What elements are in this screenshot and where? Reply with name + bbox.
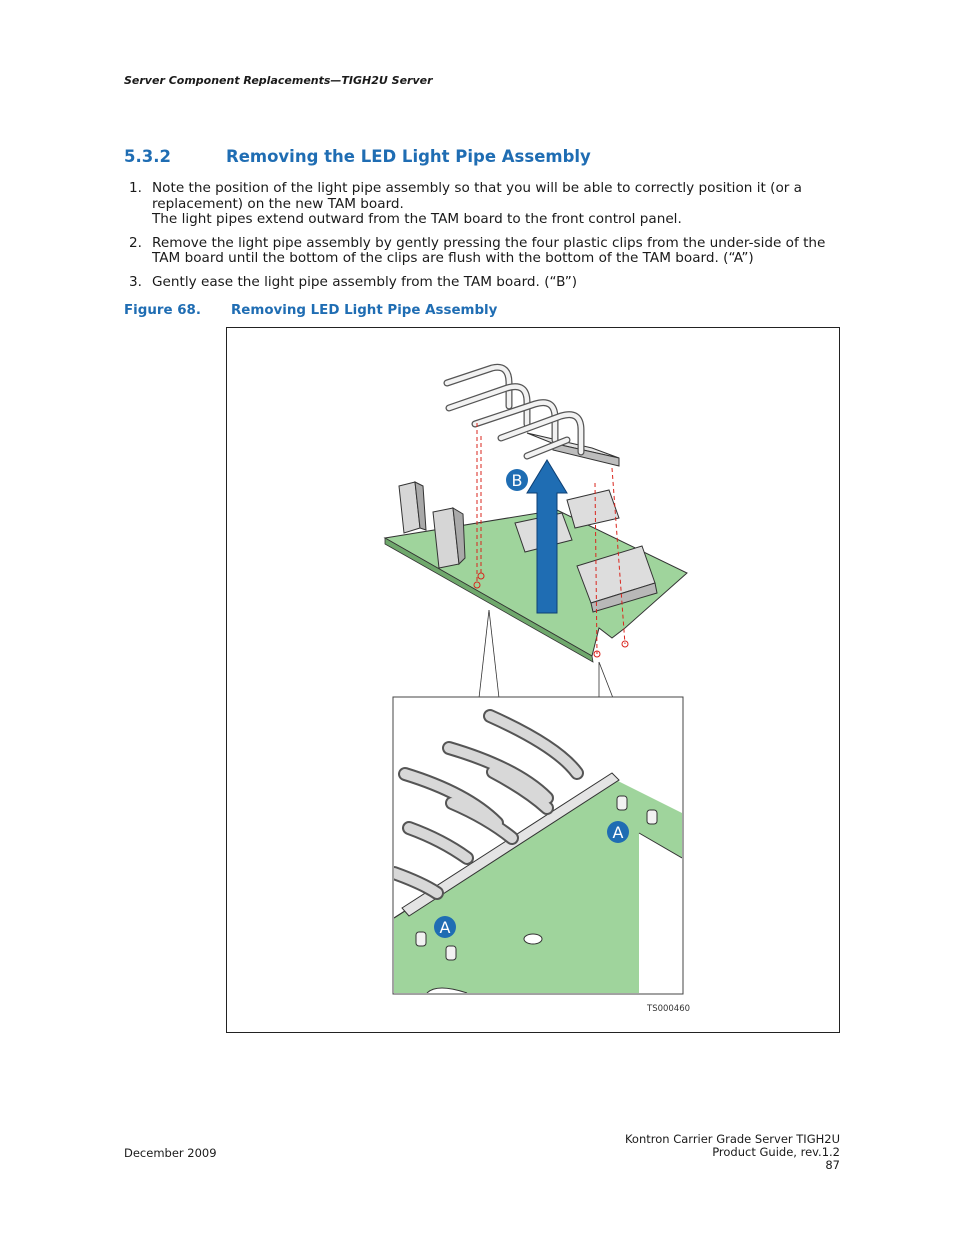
detail-inset [393,697,683,994]
figure-code: TS000460 [647,1004,691,1014]
page-number: 87 [825,1158,840,1172]
running-header: Server Component Replacements—TIGH2U Server [124,74,433,87]
step-text: Gently ease the light pipe assembly from the TAM board. (“B”) [152,273,578,290]
callout-b: B [511,471,523,490]
step-item [129,181,834,228]
step-number: 3. [129,273,142,290]
section-number: 5.3.2 [124,147,171,166]
figure-label: Figure 68. [124,303,201,318]
step-text: Remove the light pipe assembly by gently pressing the four plastic clips from the under-side of the TAM board until the bottom of the clips are flush with the bottom of the TAM board. (“A”) [152,234,826,266]
step-item [129,236,834,267]
figure-title: Removing LED Light Pipe Assembly [231,303,498,318]
step-item [129,275,834,291]
callout-a-lower: A [439,918,451,937]
footer-product-rev: Product Guide, rev.1.2 [712,1145,840,1159]
footer-product-name: Kontron Carrier Grade Server TIGH2U [624,1132,840,1146]
figure-frame [226,327,840,1033]
footer-date: December 2009 [124,1146,217,1160]
step-note: The light pipes extend outward from the TAM board to the front control panel. [152,211,682,227]
callout-a-upper: A [612,823,624,842]
step-number: 1. [129,180,142,196]
footer-product [625,1133,840,1172]
section-title: Removing the LED Light Pipe Assembly [226,147,591,166]
step-number: 2. [129,234,142,251]
figure-caption [124,303,497,318]
light-pipe-illustration [227,328,839,1032]
tam-board-overview [385,367,687,662]
procedure-steps [129,181,834,298]
step-text: Note the position of the light pipe assembly so that you will be able to correctly position it (or a replacement) on the new TAM board. [152,180,802,212]
section-heading [124,147,591,166]
